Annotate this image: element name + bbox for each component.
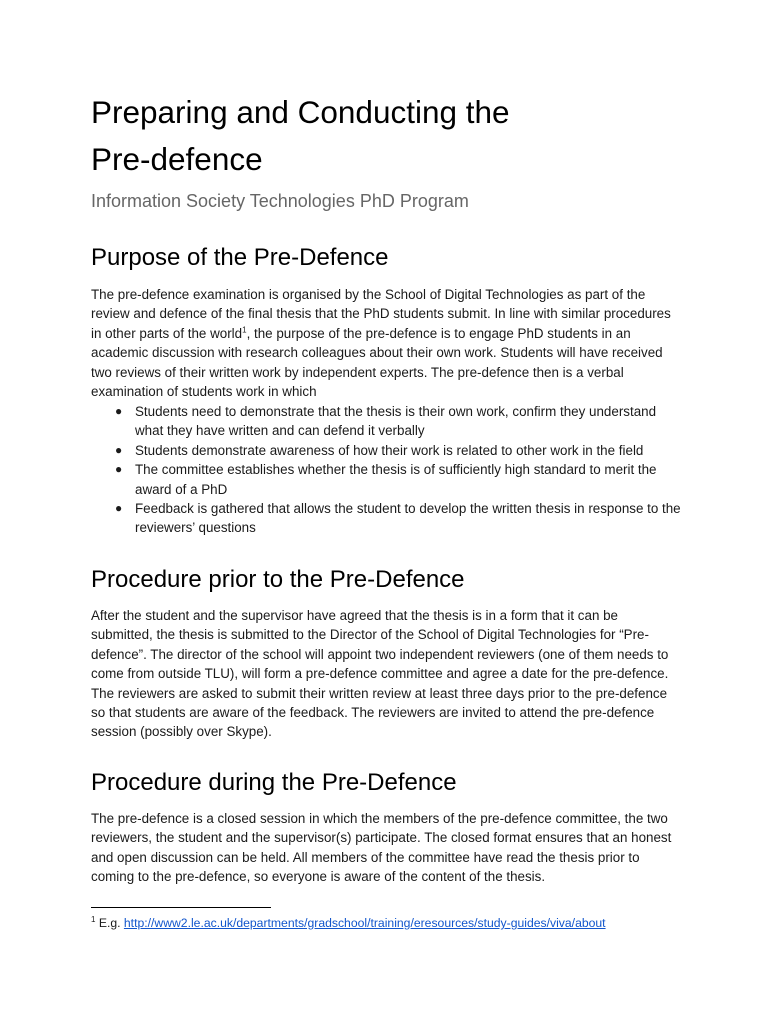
bullet-text: Feedback is gathered that allows the student to develop the written thesis in response to the reviewers’ questions	[135, 501, 681, 536]
footnote-prefix: E.g.	[95, 916, 124, 930]
bullet-dot-icon: ●	[115, 442, 123, 457]
bullet-dot-icon: ●	[115, 404, 123, 418]
paragraph-purpose-text-1: The pre-defence examination is organised by the School of Digital Technologies as part of the review and defence of the final thesis that the PhD students submit. In line with similar procedures in other parts of the world	[91, 287, 671, 341]
bullet-item	[91, 499, 681, 538]
paragraph-purpose	[91, 285, 681, 401]
footnote-link[interactable]: http://www2.le.ac.uk/departments/gradschool/training/eresources/study-guides/viva/about	[123, 916, 606, 930]
title-line-2: Pre-defence	[91, 141, 263, 177]
footnote-reference: 1	[242, 325, 247, 335]
bullet-text: The committee establishes whether the thesis is of sufficiently high standard to merit the award of a PhD	[135, 462, 657, 497]
paragraph-procedure-prior: After the student and the supervisor have agreed that the thesis is in a form that it can be submitted, the thesis is submitted to the Director of the School of Digital Technologies for “Pre-defence”. The director of the school will appoint two independent reviewers (one of them needs to come from outside TLU), will form a pre-defence committee and agree a date for the pre-defence. The reviewers are asked to submit their written review at least three days prior to the pre-defence so that students are aware of the feedback. The reviewers are invited to attend the pre-defence session (possibly over Skype).	[91, 608, 669, 740]
title-line-1: Preparing and Conducting the	[91, 94, 510, 130]
heading-procedure-prior: Procedure prior to the Pre-Defence	[91, 566, 465, 593]
bullet-item	[91, 460, 681, 499]
bullet-dot-icon: ●	[115, 462, 123, 477]
bullet-item	[91, 441, 681, 460]
footnote-separator	[91, 907, 271, 908]
paragraph-procedure-during: The pre-defence is a closed session in which the members of the pre-defence committee, the two reviewers, the student and the supervisor(s) participate. The closed format ensures that an honest and open discussion can be held. All members of the committee have read the thesis prior to coming to the pre-defence, so everyone is aware of the content of the thesis.	[91, 811, 672, 885]
bullet-item	[91, 402, 681, 441]
footnote-marker: 1	[91, 914, 96, 924]
footnote	[91, 914, 606, 932]
bullet-text: Students demonstrate awareness of how their work is related to other work in the field	[135, 442, 644, 458]
bullet-dot-icon: ●	[115, 501, 123, 516]
purpose-bullet-list	[91, 402, 681, 538]
paragraph-purpose-text-2: , the purpose of the pre-defence is to engage PhD students in an academic discussion with research colleagues about their own work. Students will have received two reviews of their written work by independent experts. The pre-defence then is a verbal examination of students work in which	[91, 325, 663, 400]
heading-procedure-during: Procedure during the Pre-Defence	[91, 769, 457, 796]
heading-purpose: Purpose of the Pre-Defence	[91, 244, 389, 271]
document-title	[91, 89, 510, 183]
document-subtitle: Information Society Technologies PhD Program	[91, 191, 469, 211]
bullet-text: Students need to demonstrate that the thesis is their own work, confirm they understand what they have written and can defend it verbally	[135, 404, 657, 439]
